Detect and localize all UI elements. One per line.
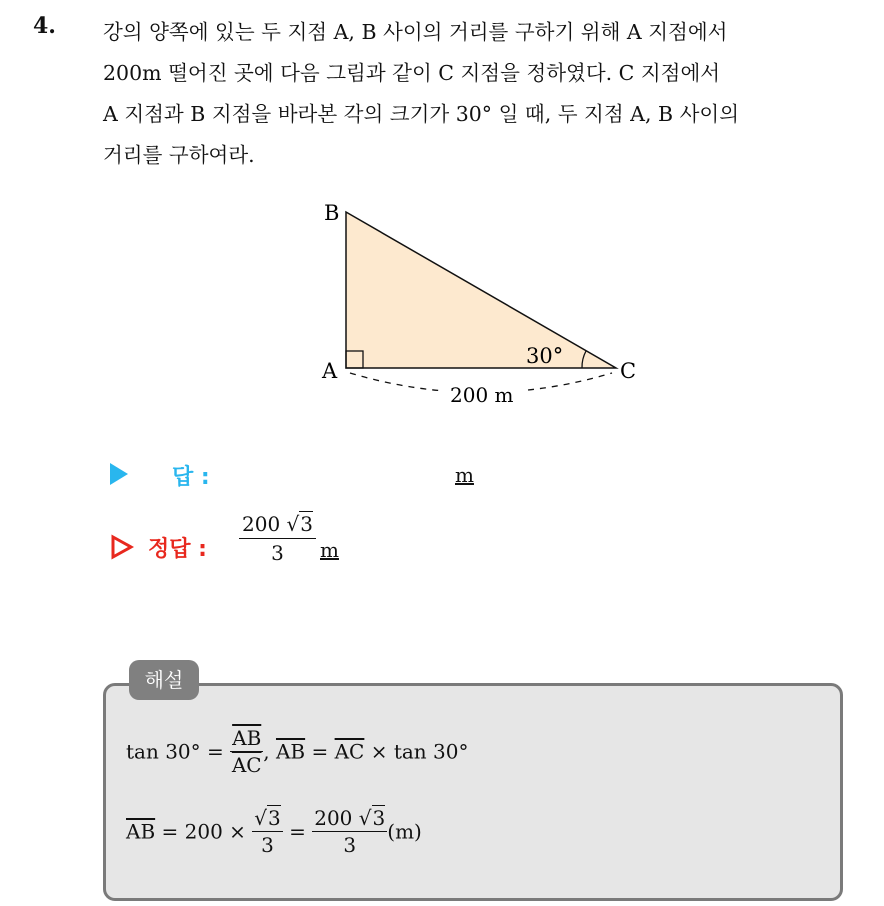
correct-label: 정답 : bbox=[148, 537, 207, 562]
sqrt3-over-3 bbox=[252, 806, 282, 857]
fraction-denominator: 3 bbox=[271, 541, 284, 565]
times-tan: × tan 30° bbox=[370, 739, 469, 764]
sqrt3-denominator: 3 bbox=[261, 833, 274, 857]
question-number: 4. bbox=[33, 13, 56, 39]
result-numerator bbox=[312, 806, 387, 832]
ratio-fraction bbox=[230, 726, 263, 777]
question-text bbox=[103, 12, 873, 176]
segment-ac: $\overline{AC}$ bbox=[334, 739, 365, 764]
result-denominator: 3 bbox=[343, 833, 357, 857]
question-line: 거리를 구하여라. bbox=[103, 143, 255, 167]
equals: = bbox=[289, 819, 306, 844]
radicand: 3 bbox=[372, 806, 386, 830]
triangle-figure bbox=[310, 190, 650, 420]
answer-label: 답 : bbox=[172, 465, 210, 490]
sqrt3-numerator bbox=[252, 806, 282, 832]
label-b: B bbox=[324, 201, 340, 225]
unit-m: (m) bbox=[387, 819, 422, 844]
correct-fraction bbox=[239, 512, 316, 565]
equals: = bbox=[311, 739, 329, 764]
solution-line-2 bbox=[126, 806, 422, 857]
question-line: A 지점과 B 지점을 바라본 각의 크기가 30° 일 때, 두 지점 A, B 사이의 bbox=[103, 102, 740, 126]
radicand: 3 bbox=[268, 806, 281, 830]
sqrt: √3 bbox=[358, 806, 386, 830]
result-fraction bbox=[312, 806, 387, 857]
sqrt: √3 bbox=[286, 512, 314, 536]
comma: , bbox=[263, 739, 270, 764]
label-c: C bbox=[620, 359, 637, 383]
fraction-numerator bbox=[239, 512, 316, 539]
question-line: 강의 양쪽에 있는 두 지점 A, B 사이의 거리를 구하기 위해 A 지점에서 bbox=[103, 20, 728, 44]
radicand: 3 bbox=[300, 512, 314, 536]
segment-ab: $\overline{AB}$ bbox=[275, 739, 306, 764]
solution-box bbox=[103, 683, 843, 901]
triangle-shape bbox=[346, 212, 616, 368]
tan-lhs: tan 30° = bbox=[126, 739, 224, 764]
question-line: 200m 떨어진 곳에 다음 그림과 같이 C 지점을 정하였다. C 지점에서 bbox=[103, 61, 721, 85]
ratio-denominator: AC bbox=[231, 753, 262, 777]
segment-ab: $\overline{AB}$ bbox=[126, 819, 156, 844]
result-coef: 200 bbox=[314, 806, 353, 830]
distance-label: 200 m bbox=[450, 383, 514, 407]
ratio-numerator: $\overline{AB}$ bbox=[232, 726, 262, 750]
answer-unit: m bbox=[455, 463, 474, 487]
solution-line-1 bbox=[126, 726, 468, 777]
correct-unit: m bbox=[320, 538, 339, 562]
times-200: = 200 × bbox=[161, 819, 246, 844]
solution-tag: 해설 bbox=[129, 660, 199, 700]
angle-label: 30° bbox=[526, 344, 564, 368]
sqrt: √3 bbox=[254, 806, 281, 830]
numerator-coef: 200 bbox=[242, 512, 281, 536]
play-outline-icon bbox=[110, 534, 134, 560]
label-a: A bbox=[322, 359, 338, 383]
play-icon bbox=[110, 463, 128, 485]
